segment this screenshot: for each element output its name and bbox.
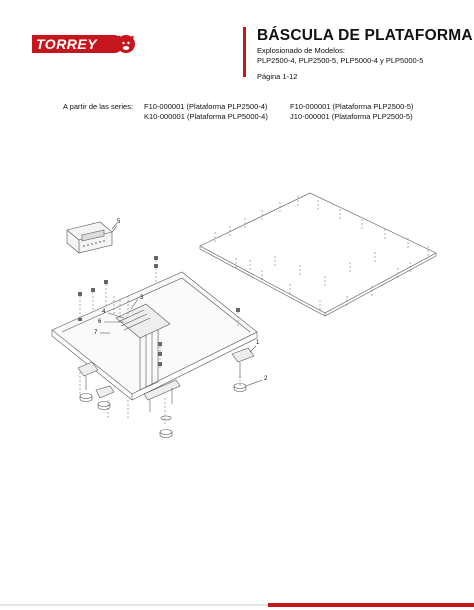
model-list: PLP2500-4, PLP2500-5, PLP5000-4 y PLP5000-5: [257, 56, 424, 65]
series-label: A partir de las series:: [63, 102, 134, 111]
top-plate: [200, 193, 436, 316]
series-item: F10-000001 (Plataforma PLP2500-5): [290, 102, 414, 111]
footer-accent: [268, 603, 474, 607]
leveling-foot: [96, 386, 114, 410]
page-subtitle: Explosionado de Modelos:: [257, 46, 345, 55]
leveling-foot: [144, 380, 180, 438]
callout-number: 4: [102, 309, 106, 315]
callout-number: 5: [117, 219, 121, 225]
weighing-indicator: [67, 222, 117, 253]
callout-number: 2: [264, 376, 268, 382]
series-item: F10-000001 (Plataforma PLP2500-4): [144, 102, 268, 111]
callout-number: 6: [98, 319, 102, 325]
leveling-foot: [232, 348, 254, 392]
callout-number: 1: [256, 340, 260, 346]
leveling-foot: [78, 362, 98, 402]
callout-number: 3: [140, 295, 144, 301]
page-number: Página 1-12: [257, 72, 298, 81]
page-title: BÁSCULA DE PLATAFORMA: [257, 27, 473, 44]
series-item: J10-000001 (Plataforma PLP2500-5): [290, 112, 413, 121]
series-item: K10-000001 (Plataforma PLP5000-4): [144, 112, 268, 121]
brand-name: TORREY: [36, 36, 98, 52]
base-frame: [52, 256, 260, 426]
callout-number: 7: [94, 330, 98, 336]
